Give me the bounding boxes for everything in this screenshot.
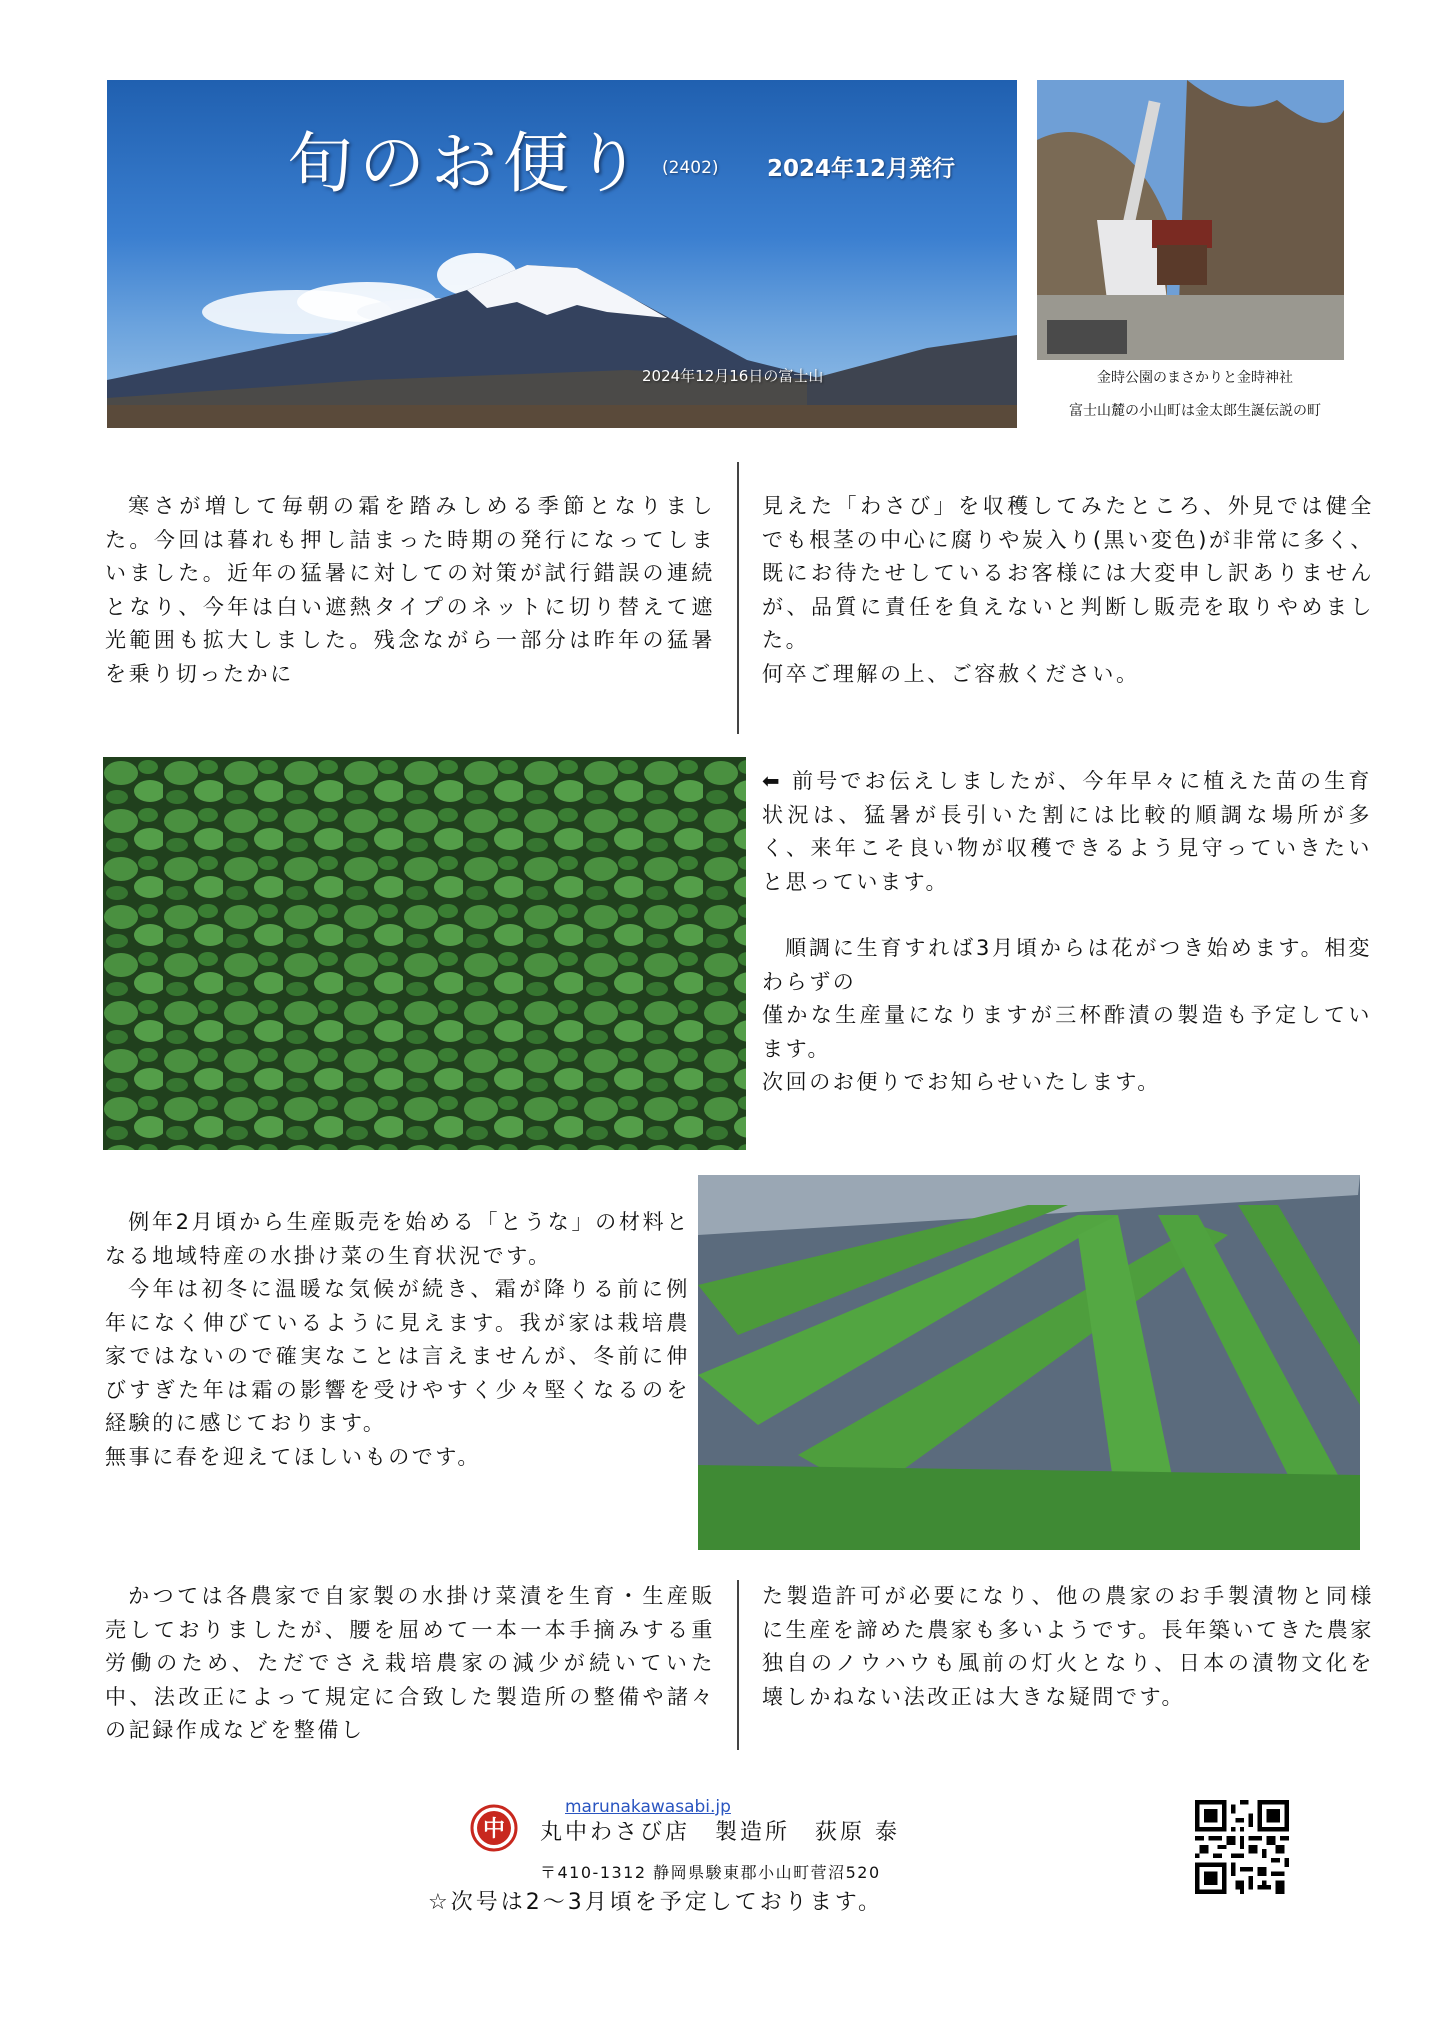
article2-paragraph: ⬅ 前号でお伝えしましたが、今年早々に植えた苗の生育状況は、猛暑が長引いた割には比較的順調な場所が多く、来年こそ良い物が収穫できるよう見守っていきたいと思っています。 xyxy=(762,769,1372,894)
article1-right-column xyxy=(762,490,1374,691)
column-divider xyxy=(737,1580,739,1750)
website-link[interactable]: marunakawasabi.jp xyxy=(565,1797,731,1817)
shrine-illustration xyxy=(1037,80,1344,360)
article4-left-column xyxy=(105,1580,715,1748)
article3-column xyxy=(105,1206,690,1474)
article2-paragraph: 次回のお便りでお知らせいたします。 xyxy=(762,1070,1161,1094)
article1-paragraph: 寒さが増して毎朝の霜を踏みしめる季節となりました。今回は暮れも押し詰まった時期の発行になってしまいました。近年の猛暑に対しての対策が試行錯誤の連続となり、今年は白い遮熱タイプのネットに切り替えて遮光範囲も拡大しました。残念ながら一部分は昨年の猛暑を乗り切ったかに xyxy=(105,494,715,686)
mizukakena-field-photo xyxy=(698,1175,1360,1550)
header-banner-photo xyxy=(107,80,1017,428)
article1-paragraph: 何卒ご理解の上、ご容赦ください。 xyxy=(762,661,1140,686)
article2-column xyxy=(762,765,1372,1100)
issue-number: (2402) xyxy=(662,158,719,178)
article2-paragraph: 僅かな生産量になりますが三杯酢漬の製造も予定しています。 xyxy=(762,1003,1372,1061)
publish-date: 2024年12月発行 xyxy=(767,156,956,182)
article1-paragraph: 見えた「わさび」を収穫してみたところ、外見では健全でも根茎の中心に腐りや炭入り(黒い変色)が非常に多く、既にお待たせしているお客様には大変申し訳ありませんが、品質に責任を負えないと判断し販売を取りやめました。 xyxy=(762,494,1374,652)
article3-paragraph: 例年2月頃から生産販売を始める「とうな」の材料となる地域特産の水掛け菜の生育状況です。 xyxy=(105,1210,690,1268)
shop-logo-icon xyxy=(470,1804,518,1852)
fuji-photo-caption: 2024年12月16日の富士山 xyxy=(642,367,824,385)
article4-paragraph: た製造許可が必要になり、他の農家のお手製漬物と同様に生産を諦めた農家も多いようです。長年築いてきた農家独自のノウハウも風前の灯火となり、日本の漬物文化を壊しかねない法改正は大きな疑問です。 xyxy=(762,1584,1374,1709)
logo-mark: 中 xyxy=(482,1817,506,1842)
article4-paragraph: かつては各農家で自家製の水掛け菜漬を生育・生産販売しておりましたが、腰を屈めて一本一本手摘みする重労働のため、ただでさえ栽培農家の減少が続いていた中、法改正によって規定に合致した製造所の整備や諸々の記録作成などを整備し xyxy=(105,1584,715,1742)
shop-name: 丸中わさび店 製造所 荻原 泰 xyxy=(540,1820,900,1845)
shop-address: 〒410-1312 静岡県駿東郡小山町菅沼520 xyxy=(540,1863,881,1882)
article2-paragraph: 順調に生育すれば3月頃からは花がつき始めます。相変わらずの xyxy=(762,936,1372,994)
wasabi-leaves-illustration xyxy=(103,757,746,1150)
article4-right-column xyxy=(762,1580,1374,1714)
shrine-caption: 金時公園のまさかりと金時神社 xyxy=(1097,370,1293,386)
field-rows-illustration xyxy=(698,1175,1360,1550)
shrine-photo xyxy=(1037,80,1344,360)
article1-left-column xyxy=(105,490,715,691)
qr-code-icon[interactable] xyxy=(1195,1800,1289,1894)
column-divider xyxy=(737,462,739,734)
newsletter-title: 旬のお便り xyxy=(287,125,647,202)
article3-paragraph: 今年は初冬に温暖な気候が続き、霜が降りる前に例年になく伸びているように見えます。我が家は栽培農家ではないので確実なことは言えませんが、冬前に伸びすぎた年は霜の影響を受けやすく少々堅くなるのを経験的に感じております。 xyxy=(105,1277,690,1435)
article3-paragraph: 無事に春を迎えてほしいものです。 xyxy=(105,1444,481,1469)
wasabi-leaves-photo xyxy=(103,757,746,1150)
shrine-caption-sub: 富士山麓の小山町は金太郎生誕伝説の町 xyxy=(1069,403,1321,419)
next-issue-notice: ☆次号は2～3月頃を予定しております。 xyxy=(428,1890,883,1915)
